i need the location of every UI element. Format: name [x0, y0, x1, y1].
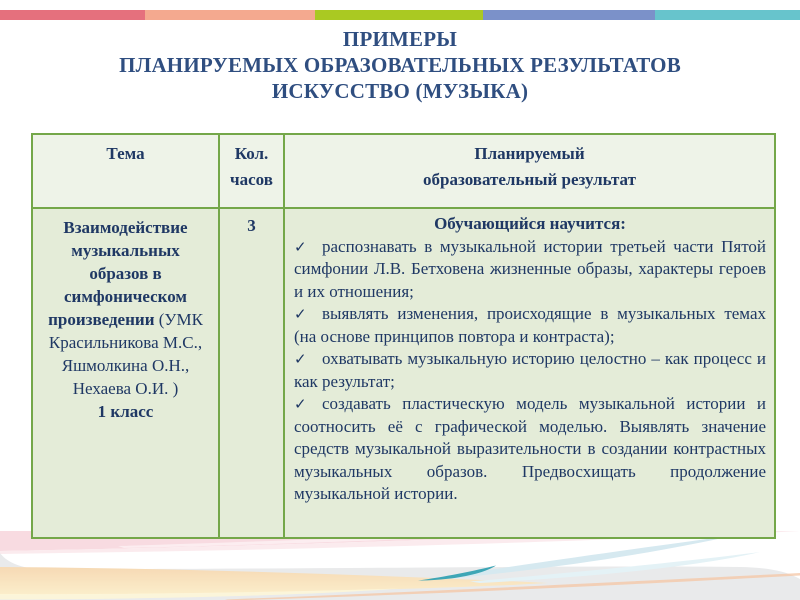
- table-row: [32, 208, 775, 538]
- result-bullet-text: выявлять изменения, происходящие в музыкальных темах (на основе принципов повтора и контраста);: [294, 304, 766, 346]
- col-header-hours: [219, 134, 284, 208]
- theme-umk: (УМК Красильникова М.С., Яшмолкина О.Н., Нехаева О.И. ): [48, 310, 203, 398]
- result-bullet: [294, 393, 766, 506]
- planned-results-table: [31, 133, 776, 539]
- col-header-hours-line1: Кол.: [234, 144, 269, 163]
- result-cell: [284, 208, 775, 538]
- check-icon: ✓: [294, 395, 307, 413]
- theme-text: [41, 216, 210, 400]
- accent-segment: [145, 10, 315, 20]
- col-header-result-line1: Планируемый: [474, 144, 585, 163]
- col-header-hours-line2: часов: [230, 170, 273, 189]
- result-bullet-text: создавать пластическую модель музыкальной истории и соотносить её с графической моделью. Выявлять значение средств музыкальной выразительности в создании контрастных музыкальных образов. Предвосхищать продолжение музыкальной истории.: [294, 394, 766, 503]
- check-icon: ✓: [294, 305, 307, 323]
- title-line-1: ПРИМЕРЫ: [342, 27, 458, 51]
- accent-segment: [483, 10, 655, 20]
- result-bullet: [294, 303, 766, 348]
- result-bullet: [294, 236, 766, 304]
- accent-segment: [315, 10, 483, 20]
- theme-title: Взаимодействие музыкальных образов в симфоническом произведении: [48, 218, 188, 329]
- check-icon: ✓: [294, 237, 307, 256]
- col-header-result: [284, 134, 775, 208]
- check-icon: ✓: [294, 350, 307, 368]
- col-header-result-line2: образовательный результат: [423, 170, 636, 189]
- col-header-theme: [32, 134, 219, 208]
- top-accent-bar: [0, 10, 800, 20]
- accent-segment: [0, 10, 145, 20]
- table-header-row: [32, 134, 775, 208]
- result-bullet-text: распознавать в музыкальной истории третьей части Пятой симфонии Л.В. Бетховена жизненные образы, характеры героев и их отношения;: [294, 236, 766, 301]
- accent-segment: [655, 10, 800, 20]
- slide-title: [0, 26, 800, 104]
- result-heading: Обучающийся научится:: [434, 214, 626, 233]
- title-line-2: ПЛАНИРУЕМЫХ ОБРАЗОВАТЕЛЬНЫХ РЕЗУЛЬТАТОВ: [119, 53, 681, 77]
- footer-wave-decoration: [0, 530, 800, 600]
- result-bullet: [294, 348, 766, 393]
- theme-cell: [32, 208, 219, 538]
- theme-class: 1 класс: [97, 402, 154, 421]
- title-line-3: ИСКУССТВО (МУЗЫКА): [271, 79, 529, 103]
- result-bullet-text: охватывать музыкальную историю целостно – как процесс и как результат;: [294, 349, 766, 391]
- col-header-theme-label: Тема: [106, 144, 145, 163]
- hours-cell: 3: [219, 208, 284, 538]
